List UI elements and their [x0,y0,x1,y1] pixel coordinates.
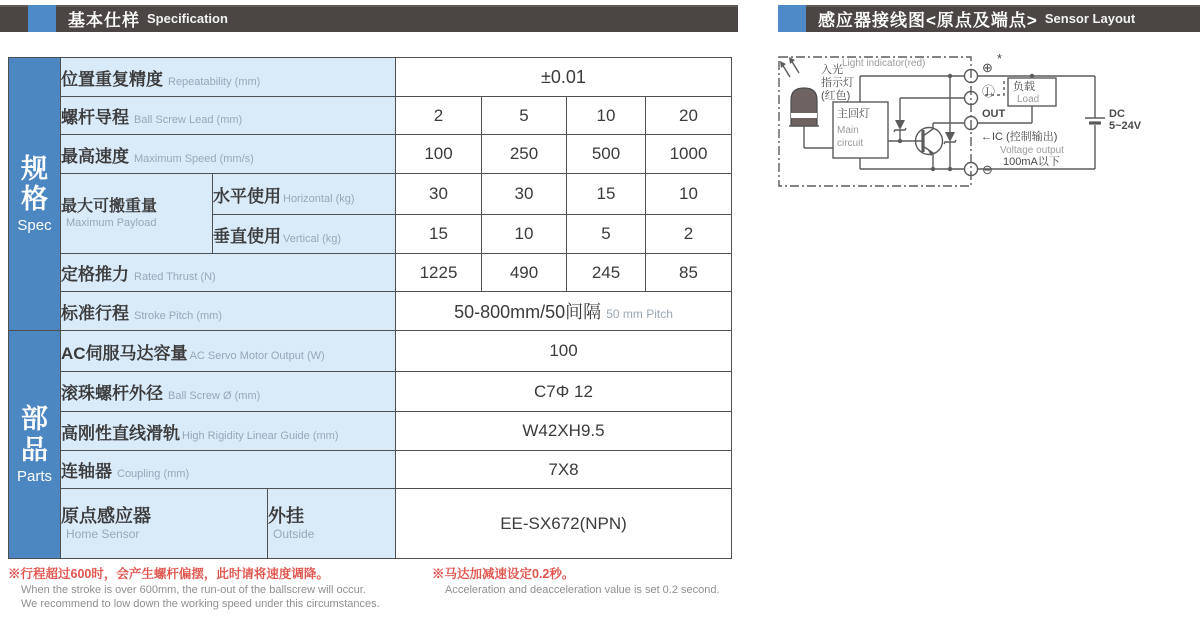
label-zh: 螺杆导程 [61,108,129,127]
accent-square-icon [28,5,56,32]
table-row [9,331,732,372]
label-en: Outside [273,527,315,542]
value-en: 50 mm Pitch [606,307,673,321]
label-cell-home-sensor [61,489,268,559]
table-row [9,135,732,174]
light-indicator-label-zh: (红色) [821,90,851,102]
value-cell: 30 [396,174,482,215]
current-limit-label: 100mA以下 [1003,156,1060,168]
label-en: Stroke Pitch (mm) [134,309,223,322]
label-cell-outside [268,489,396,559]
label-cell-linear-guide [61,412,396,451]
group-label-zh: 规格 [20,153,48,214]
table-row [9,254,732,292]
terminal-minus-label: ⊖ [982,162,993,177]
main-circuit-label-en: circuit [837,138,864,149]
label-cell-coupling [61,451,396,489]
section-title-en: Sensor Layout [1044,11,1136,26]
table-row [9,451,732,489]
value-cell: 85 [646,254,732,292]
terminal-star-label: * [997,51,1003,66]
label-en: Maximum Payload [66,216,157,229]
accent-square-icon [778,5,806,32]
light-indicator-label-en: Light indicator(red) [842,58,926,69]
table-row [9,97,732,135]
value-cell: 1000 [646,135,732,174]
label-en: Home Sensor [66,527,140,542]
table-row [9,292,732,331]
label-cell-max-speed [61,135,396,174]
label-cell-horizontal [213,174,396,215]
light-indicator-label-zh: 指示灯 [821,77,854,89]
light-indicator-label-zh: 入光 [821,64,843,76]
value: ±0.01 [541,66,586,87]
footnote-zh: ※马达加减速设定0.2秒。 [432,567,575,581]
label-zh: 最大可搬重量 [61,197,158,215]
terminal-out-label: OUT [982,108,1006,120]
group-label-en: Spec [17,217,52,235]
light-ray-icon [780,57,799,77]
value-cell: 500 [567,135,646,174]
label-zh: 定格推力 [61,265,129,284]
value-cell: 10 [567,97,646,135]
value-cell: 2 [646,215,732,254]
voltage-output-label: Voltage output [1000,145,1064,156]
value-cell: 2 [396,97,482,135]
value-cell: 250 [482,135,567,174]
label-cell-ball-screw-lead [61,97,396,135]
value-cell: 245 [567,254,646,292]
section-header-sensor-layout [778,5,1200,32]
section-title-zh: 基本仕样 [68,11,140,30]
label-cell-rated-thrust [61,254,396,292]
footnote-en: We recommend to low down the working speed under this circumstances. [21,598,380,611]
table-row [9,412,732,451]
sensor-wiring-diagram [770,45,1200,203]
footnote-acceleration [432,566,772,597]
label-cell-max-payload [61,174,213,254]
label-en: Repeatability (mm) [168,75,261,88]
dc-label: DC [1109,108,1125,120]
value-cell: 10 [646,174,732,215]
terminal-plus-label: ⊕ [982,60,993,75]
label-en: Ball Screw Ø (mm) [168,390,261,402]
label-cell-ball-screw-dia [61,372,396,412]
label-zh: 水平使用 [213,186,281,206]
light-indicator-icon [789,88,819,126]
label-cell-vertical [213,215,396,254]
label-en: AC Servo Motor Output (W) [189,349,325,362]
main-circuit-label-en: Main [837,125,859,136]
label-en: Coupling (mm) [117,468,190,480]
main-circuit-label-zh: 主回灯 [837,108,870,120]
label-en: High Rigidity Linear Guide (mm) [182,429,339,442]
group-label-zh: 部品 [20,404,48,465]
table-row [9,372,732,412]
ic-output-label: ←IC (控制输出) [981,131,1058,143]
value-cell: 20 [646,97,732,135]
internal-wiring [860,74,964,171]
label-zh: 外挂 [268,505,304,526]
group-cell-spec [9,58,61,331]
section-title-en: Specification [147,11,228,26]
value-cell-repeatability [396,58,732,97]
label-en: Horizontal (kg) [283,192,355,205]
footnote-stroke-warning [8,566,428,612]
value-cell: 15 [396,215,482,254]
value-zh: 50-800mm/50间隔 [454,302,602,322]
value-cell: 100 [396,331,732,372]
group-cell-parts [9,331,61,559]
value-cell: 30 [482,174,567,215]
table-row [9,489,732,559]
load-label-en: Load [1017,94,1040,105]
value-cell-stroke [396,292,732,331]
footnote-zh: ※行程超过600时，会产生螺杆偏摆，此时请将速度调降。 [8,567,329,581]
value-cell: EE-SX672(NPN) [396,489,732,559]
label-zh: 原点感应器 [61,505,151,526]
label-zh: 垂直使用 [213,226,281,246]
value-cell: 7X8 [396,451,732,489]
label-en: Rated Thrust (N) [134,271,216,283]
label-zh: 滚珠螺杆外径 [61,384,163,403]
label-zh: 标准行程 [61,303,129,323]
specification-table [8,57,732,559]
dc-range-label: 5~24V [1109,120,1142,132]
table-row [9,58,732,97]
label-cell-stroke-pitch [61,292,396,331]
section-title-zh: 感应器接线图<原点及端点> [818,11,1038,30]
label-en: Vertical (kg) [283,232,342,245]
value-cell: C7Φ 12 [396,372,732,412]
value-cell: 5 [567,215,646,254]
value-cell: 5 [482,97,567,135]
group-label-en: Parts [16,467,52,485]
value-cell: W42XH9.5 [396,412,732,451]
footnote-en: When the stroke is over 600mm, the run-out of the ballscrew will occur. [21,583,366,596]
label-zh: AC伺服马达容量 [61,343,188,363]
label-en: Ball Screw Lead (mm) [134,114,243,126]
label-cell-repeatability [61,58,396,97]
value-cell: 490 [482,254,567,292]
terminal-l-label: Ⓛ [982,84,996,99]
section-header-specification [0,5,738,32]
label-cell-servo-output [61,331,396,372]
label-en: Maximum Speed (mm/s) [134,152,254,165]
label-zh: 连轴器 [61,462,112,481]
value-cell: 100 [396,135,482,174]
value-cell: 10 [482,215,567,254]
label-zh: 位置重复精度 [61,69,163,89]
table-row [9,174,732,215]
value-cell: 15 [567,174,646,215]
label-zh: 高刚性直线滑轨 [61,423,180,443]
label-zh: 最高速度 [61,146,129,166]
value-cell: 1225 [396,254,482,292]
footnote-en: Acceleration and deacceleration value is set 0.2 second. [445,583,720,596]
load-label-zh: 负载 [1013,81,1035,93]
